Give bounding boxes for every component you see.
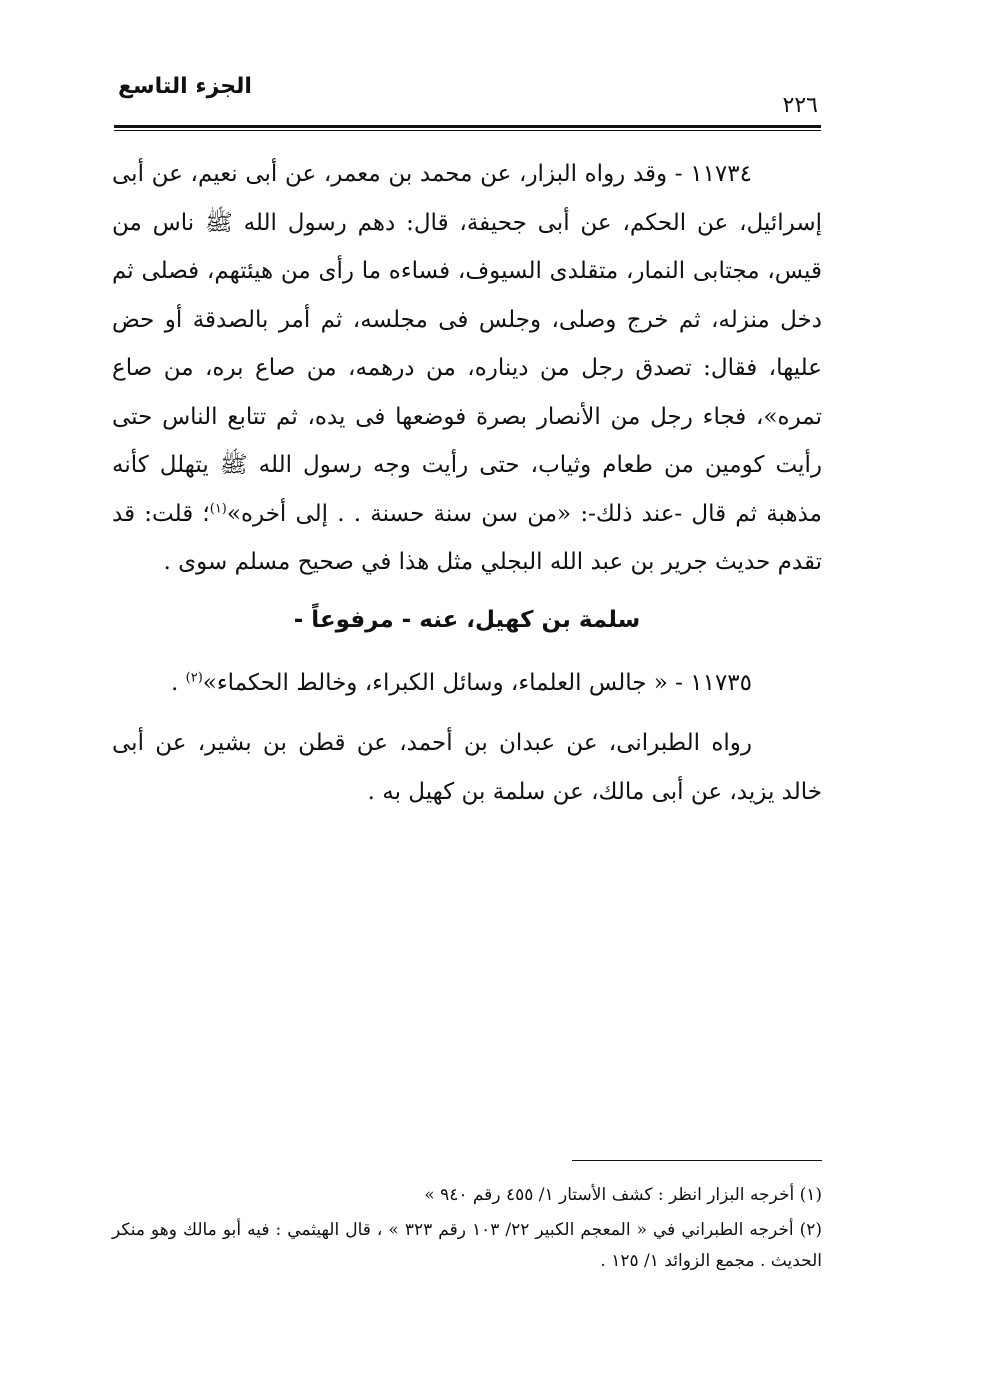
footnote-separator [572,1160,822,1161]
footnotes [112,1180,822,1277]
page-number: ٢٢٦ [782,93,818,118]
narration-chain-paragraph: رواه الطبرانى، عن عبدان بن أحمد، عن قطن بن بشير، عن أبى خالد يزيد، عن أبى مالك، عن سلمة بن كهيل به . [112,730,822,805]
hadith-11735-paragraph [112,659,822,708]
running-header-title: الجزء التاسع [118,74,252,99]
hadith-11734-commentary: ؛ قلت: قد تقدم حديث جرير بن عبد الله البجلي مثل هذا في صحيح مسلم سوى . [112,500,822,575]
section-heading: سلمة بن كهيل، عنه - مرفوعاً - [293,606,641,633]
header-rule-thin [114,130,821,131]
hadith-11734-text: ١١٧٣٤ - وقد رواه البزار، عن محمد بن معمر، عن أبى نعيم، عن أبى إسرائيل، عن الحكم، عن أبى جحيفة، قال: دهم رسول الله ﷺ ناس من قيس، مجتابى النمار، متقلدى السيوف، فساءه ما رأى من هيئتهم، فصلى ثم دخل منزله، ثم خرج وصلى، وجلس فى مجلسه، ثم أمر بالصدقة أو حض عليها، فقال: تصدق رجل من ديناره، من درهمه، من صاع بره، من صاع تمره»، فجاء رجل من الأنصار بصرة فوضعها فى يده، ثم تتابع الناس حتى رأيت كومين من طعام وثياب، حتى رأيت وجه رسول الله ﷺ يتهلل كأنه مذهبة ثم قال -عند ذلك-: «من سن سنة حسنة . . إلى أخره» [112,161,822,527]
footnote-1: (١) أخرجه البزار انظر : كشف الأستار ١/ ٤٥٥ رقم ٩٤٠ » [424,1185,822,1205]
hadith-11734-paragraph [112,150,822,587]
hadith-11735-text: ١١٧٣٥ - « جالس العلماء، وسائل الكبراء، وخالط الحكماء» [202,669,752,696]
header-rule [114,125,821,128]
footnote-2: (٢) أخرجه الطبراني في « المعجم الكبير ٢٢/ ١٠٣ رقم ٣٢٣ » ، قال الهيثمي : فيه أبو مالك وهو منكر الحديث . مجمع الزوائد ١/ ١٢٥ . [112,1220,822,1271]
paragraph-gap [112,707,822,719]
footnote-ref-2: (٢) [185,669,203,685]
footnote-ref-1: (١) [209,500,227,516]
hadith-11735-tail: . [171,669,186,696]
main-text [112,150,822,816]
